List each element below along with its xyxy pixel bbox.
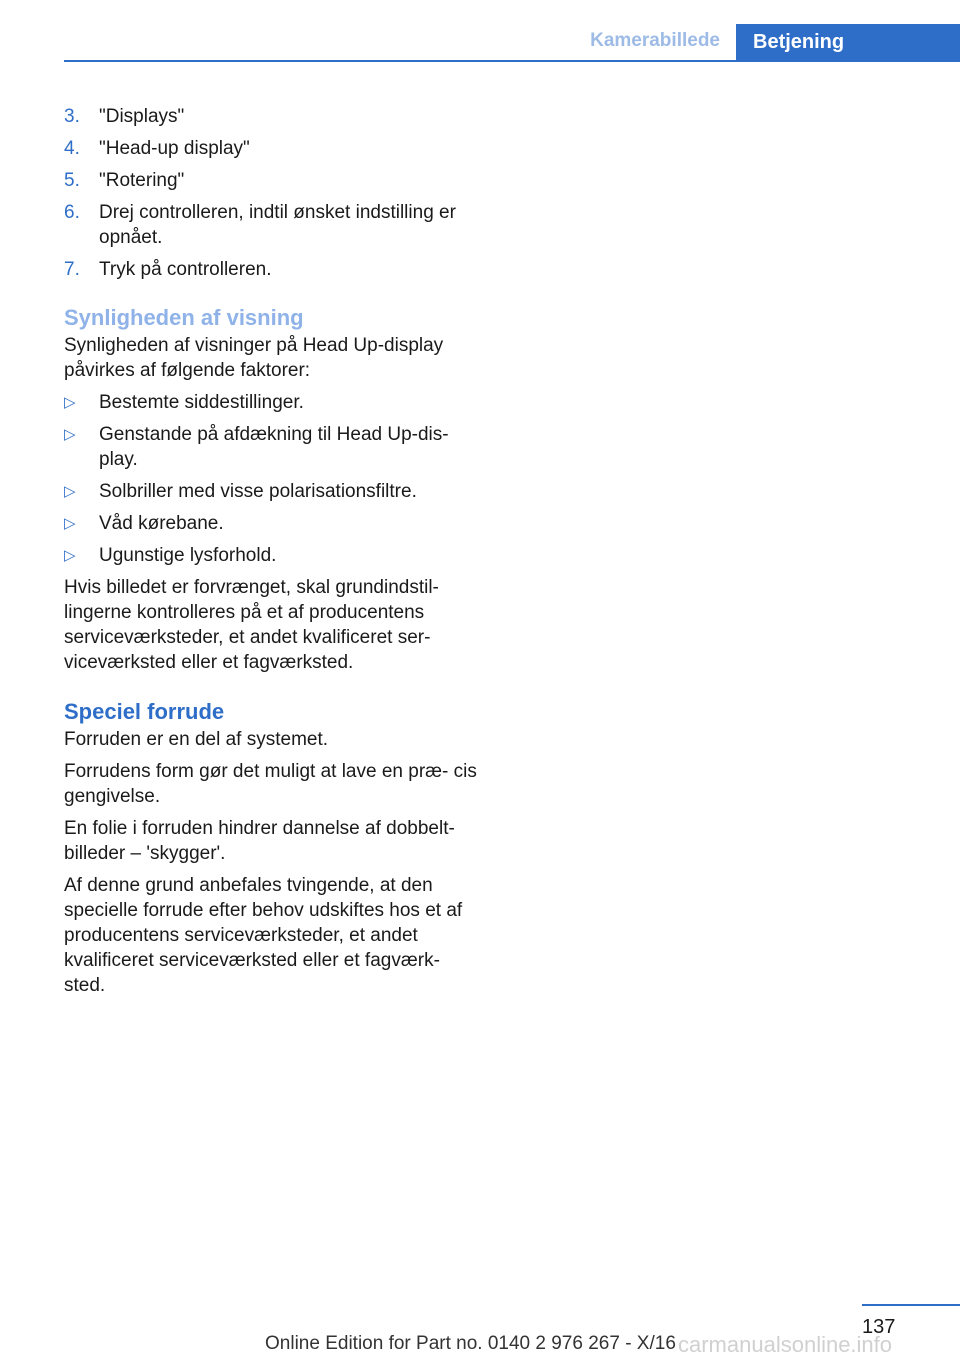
triangle-bullet-icon: ▷ [64, 394, 76, 411]
page-content [64, 104, 480, 1005]
list-item [64, 104, 480, 129]
visibility-heading: Synligheden af visning [64, 305, 304, 330]
page-number-divider [862, 1304, 960, 1306]
step-number: 4. [64, 138, 80, 159]
windscreen-paragraph: En folie i forruden hindrer dannelse af dobbelt- billeder – 'skygger'. [64, 818, 455, 864]
step-text: Tryk på controlleren. [99, 259, 272, 280]
steps-list [64, 104, 480, 282]
windscreen-paragraph: Forruden er en del af systemet. [64, 729, 329, 750]
step-number: 6. [64, 202, 80, 223]
step-text: "Rotering" [99, 170, 185, 191]
list-item [64, 257, 480, 282]
step-number: 7. [64, 259, 80, 280]
windscreen-heading: Speciel forrude [64, 699, 225, 724]
triangle-bullet-icon: ▷ [64, 515, 76, 532]
chapter-tab[interactable]: Betjening [736, 24, 960, 60]
edition-footer: Online Edition for Part no. 0140 2 976 267 - X/16 [265, 1333, 676, 1354]
section-tab[interactable]: Kamerabillede [590, 30, 720, 51]
bullet-text: Solbriller med visse polarisationsfiltre. [99, 481, 417, 502]
triangle-bullet-icon: ▷ [64, 426, 76, 443]
bullet-text: Genstande på afdækning til Head Up-dis- play. [99, 424, 449, 470]
bullet-text: Ugunstige lysforhold. [99, 545, 277, 566]
list-item [64, 168, 480, 193]
visibility-intro: Synligheden af visninger på Head Up-display påvirkes af følgende faktorer: [64, 335, 444, 381]
watermark: carmanualsonline.info [678, 1332, 893, 1357]
step-text: "Displays" [99, 106, 185, 127]
step-text: "Head-up display" [99, 138, 250, 159]
windscreen-paragraph: Af denne grund anbefales tvingende, at den specielle forrude efter behov udskiftes hos et af producentens serviceværksteder, et andet kvalificeret serviceværksted eller et fagværk- sted. [64, 875, 463, 996]
bullet-text: Bestemte siddestillinger. [99, 392, 304, 413]
header-divider [64, 60, 960, 62]
factors-list [64, 390, 480, 568]
step-number: 3. [64, 106, 80, 127]
visibility-closing: Hvis billedet er forvrænget, skal grundindstil- lingerne kontrolleres på et af producentens serviceværksteder, et andet kvalificeret ser- viceværksted eller et fagværksted. [64, 577, 439, 673]
step-text: Drej controlleren, indtil ønsket indstilling er opnået. [99, 202, 456, 248]
triangle-bullet-icon: ▷ [64, 483, 76, 500]
list-item [64, 136, 480, 161]
page-header [0, 0, 960, 62]
windscreen-paragraph: Forrudens form gør det muligt at lave en præ- cis gengivelse. [64, 761, 477, 807]
page-number: 137 [862, 1316, 896, 1338]
list-item [64, 543, 480, 568]
list-item [64, 479, 480, 504]
list-item [64, 200, 480, 250]
bullet-text: Våd kørebane. [99, 513, 224, 534]
list-item [64, 422, 480, 472]
list-item [64, 390, 480, 415]
triangle-bullet-icon: ▷ [64, 547, 76, 564]
list-item [64, 511, 480, 536]
step-number: 5. [64, 170, 80, 191]
